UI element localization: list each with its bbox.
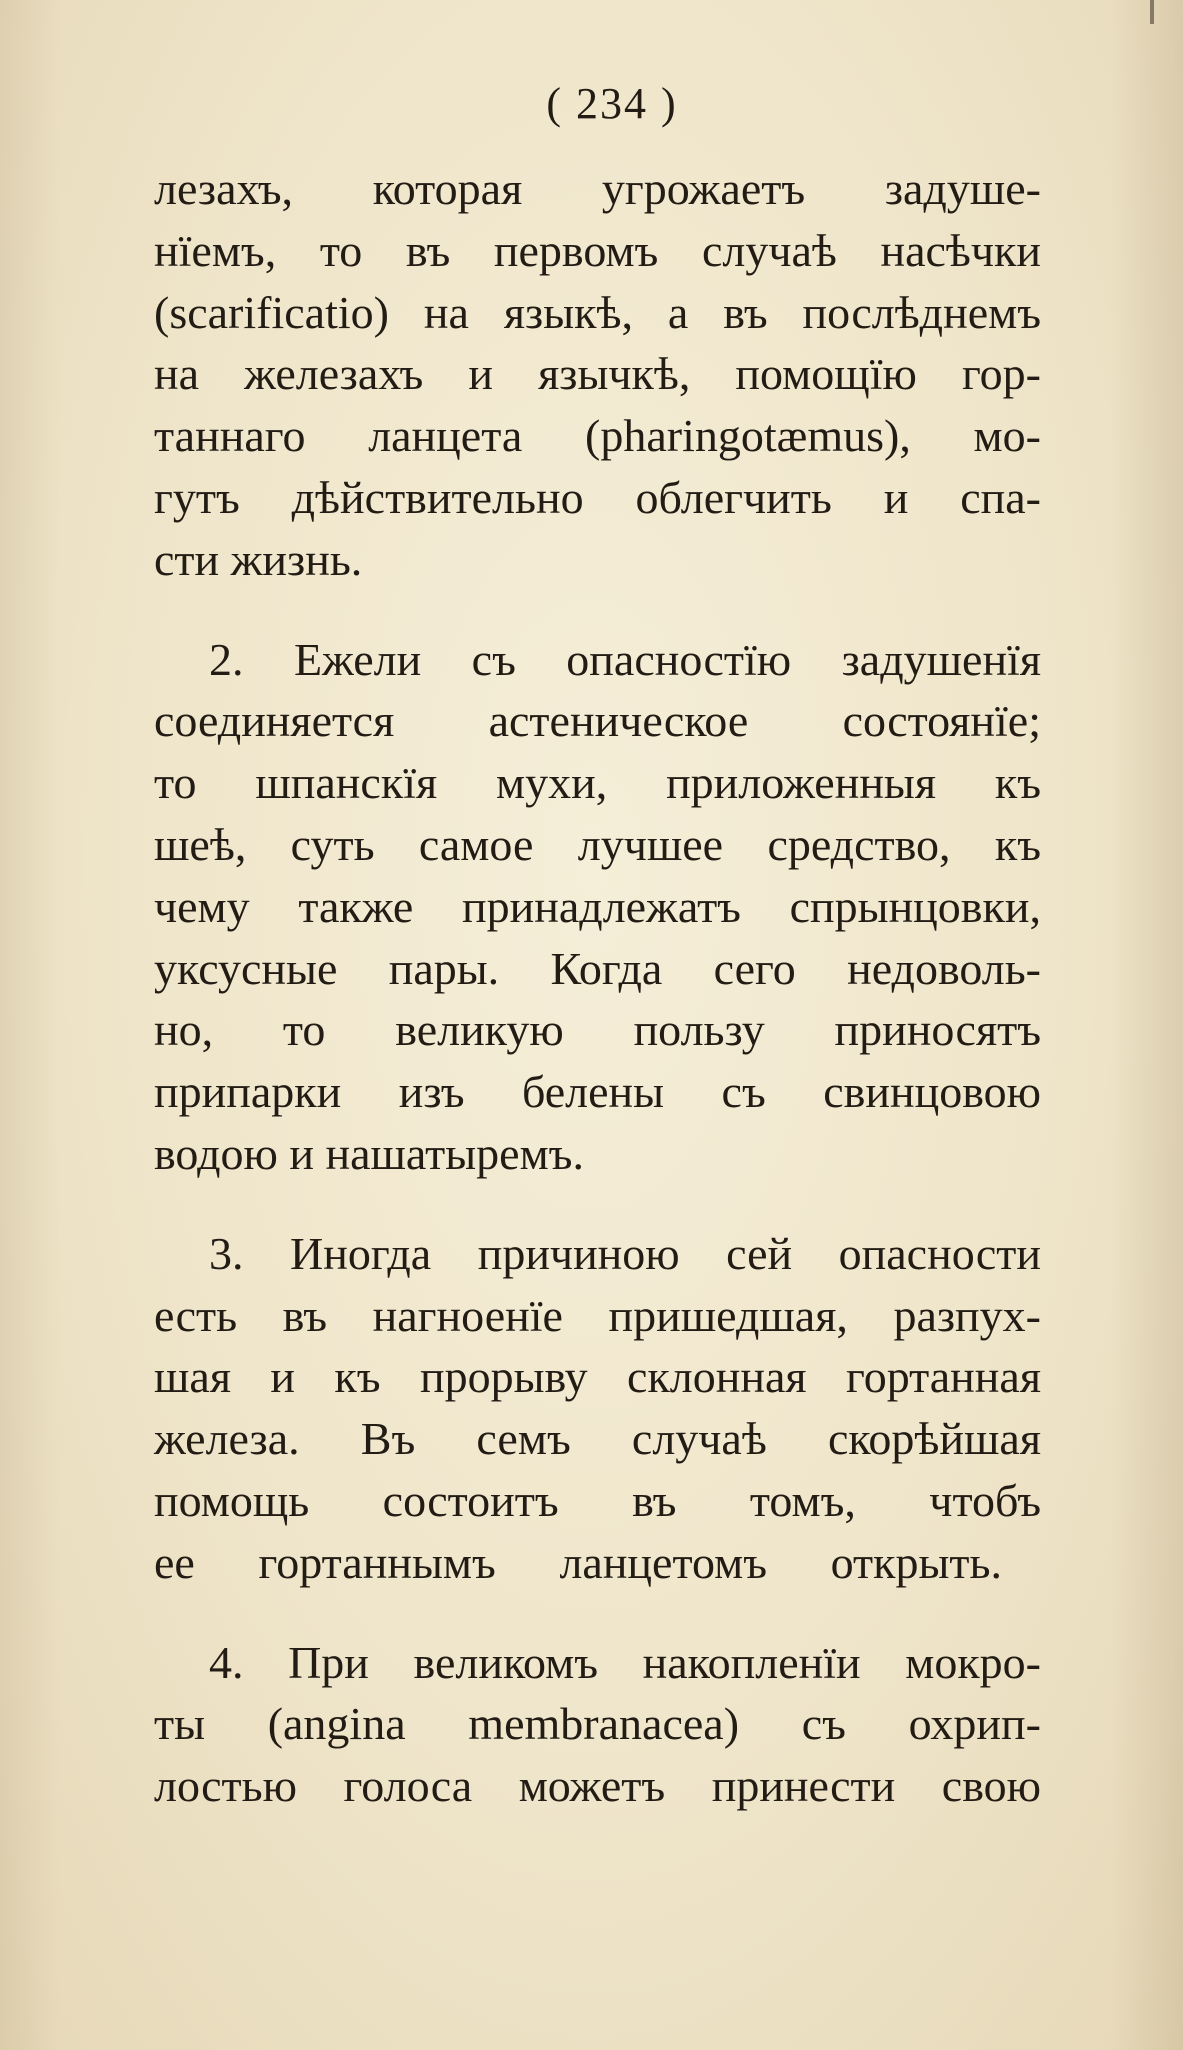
page-text xyxy=(154,158,1041,1817)
text-line: сти жизнь. xyxy=(154,533,363,585)
text-line: железа. Въ семъ случаѣ скорѣйшая xyxy=(154,1413,1041,1465)
text-line: есть въ нагноенїе пришедшая, разпух- xyxy=(154,1289,1041,1341)
text-line: но, то великую пользу приносятъ xyxy=(154,1004,1041,1056)
text-line: нїемъ, то въ первомъ случаѣ насѣчки xyxy=(154,224,1041,276)
paragraph-3 xyxy=(154,1223,1041,1594)
text-line: уксусные пары. Когда сего недоволь- xyxy=(154,942,1041,994)
text-line: на железахъ и язычкѣ, помощїю гор- xyxy=(154,348,1041,400)
text-line: соединяется астеническое состоянїе; xyxy=(154,695,1041,747)
text-line: чему также принадлежатъ спрынцовки, xyxy=(154,880,1041,932)
text-line: 3. Иногда причиною сей опасности xyxy=(209,1227,1041,1279)
text-line: 4. При великомъ накопленїи мокро- xyxy=(209,1636,1041,1688)
text-line: таннаго ланцета (pharingotæmus), мо- xyxy=(154,410,1041,462)
text-line: шая и къ прорыву склонная гортанная xyxy=(154,1351,1041,1403)
text-line: ты (angina membranacea) съ охрип- xyxy=(154,1698,1041,1750)
text-line: ее гортаннымъ ланцетомъ открыть. xyxy=(154,1536,1002,1588)
paragraph-4 xyxy=(154,1632,1041,1817)
text-line: 2. Ежели съ опасностїю задушенїя xyxy=(209,633,1041,685)
paragraph-1 xyxy=(154,158,1041,591)
paragraph-2 xyxy=(154,629,1041,1185)
text-line: то шпанскїя мухи, приложенныя къ xyxy=(154,757,1041,809)
text-line: лостью голоса можетъ принести свою xyxy=(154,1760,1041,1812)
text-line: шеѣ, суть самое лучшее средство, къ xyxy=(154,818,1041,870)
text-line: припарки изъ белены съ свинцовою xyxy=(154,1066,1041,1118)
text-line: помощь состоитъ въ томъ, чтобъ xyxy=(154,1474,1041,1526)
text-line: лезахъ, которая угрожаетъ задуше- xyxy=(154,163,1041,214)
text-line: гутъ дѣйствительно облегчить и спа- xyxy=(154,471,1041,523)
page-number: ( 234 ) xyxy=(546,79,678,128)
text-line: (scarificatio) на языкѣ, а въ послѣднемъ xyxy=(154,286,1041,338)
scan-mark xyxy=(1150,0,1154,24)
text-line: водою и нашатыремъ. xyxy=(154,1127,584,1179)
